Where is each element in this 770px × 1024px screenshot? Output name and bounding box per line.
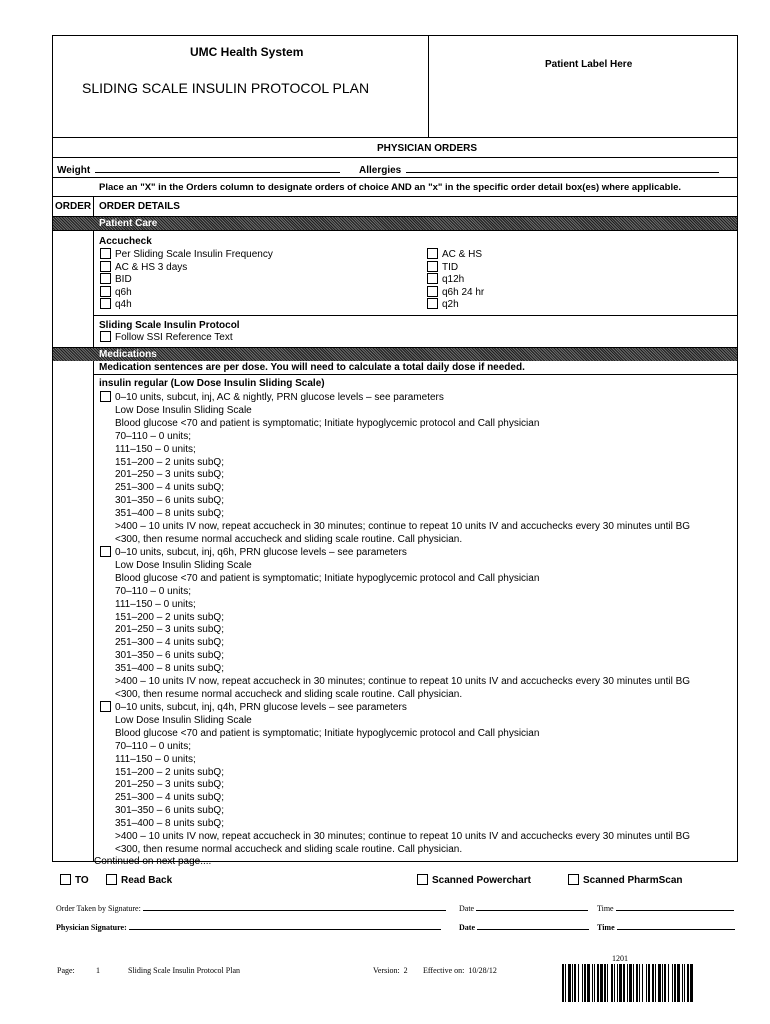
read-back-label: Read Back: [121, 875, 173, 886]
insulin-order-checkbox[interactable]: [100, 701, 111, 712]
accucheck-option-right[interactable]: [427, 273, 464, 286]
insulin-order-checkbox[interactable]: [100, 391, 111, 402]
drug-title: insulin regular (Low Dose Insulin Sliding Scale): [99, 378, 325, 389]
accucheck-checkbox[interactable]: [100, 248, 111, 259]
barcode-bar: [597, 964, 599, 1002]
ssi-title: Sliding Scale Insulin Protocol: [99, 320, 240, 331]
scanned-pharmscan-checkbox[interactable]: [568, 874, 579, 885]
scanned-powerchart-option[interactable]: [417, 874, 531, 887]
barcode-bar: [614, 964, 615, 1002]
medications-band: [53, 348, 737, 361]
to-option[interactable]: [60, 874, 89, 887]
barcode-bar: [655, 964, 656, 1002]
accucheck-option-label: q6h: [115, 286, 132, 298]
barcode-bar: [674, 964, 676, 1002]
order-taken-label: Order Taken by Signature:: [56, 904, 141, 913]
scanned-pharmscan-label: Scanned PharmScan: [583, 875, 683, 886]
accucheck-option-label: q12h: [442, 274, 465, 285]
order-detail-line: 351–400 – 8 units subQ;: [115, 818, 224, 830]
accucheck-option-left[interactable]: [100, 298, 132, 311]
order-detail-line: 151–200 – 2 units subQ;: [115, 766, 224, 778]
insulin-order-label: 0–10 units, subcut, inj, q6h, PRN glucose levels – see parameters: [115, 547, 407, 558]
order-detail-line: 351–400 – 8 units subQ;: [115, 663, 224, 675]
medications-heading: Medications: [99, 349, 157, 360]
barcode-bar: [568, 964, 571, 1002]
barcode-bar: [594, 964, 595, 1002]
accucheck-option-label: AC & HS 3 days: [115, 261, 188, 273]
instruction-text: Place an "X" in the Orders column to designate orders of choice AND an "x" in the specific order detail box(es) where applicable.: [99, 182, 682, 193]
barcode-bar: [572, 964, 573, 1002]
barcode-bar: [582, 964, 583, 1002]
order-detail-line: 301–350 – 6 units subQ;: [115, 805, 224, 817]
barcode-bar: [687, 964, 689, 1002]
physician-signature-row: [56, 922, 441, 932]
insulin-order-option[interactable]: [100, 701, 407, 714]
order-detail-line: <300, then resume normal accucheck and sliding scale routine. Call physician.: [115, 843, 463, 855]
accucheck-option-label: Per Sliding Scale Insulin Frequency: [115, 249, 273, 260]
weight-row: [57, 162, 340, 176]
order-detail-line: <300, then resume normal accucheck and sliding scale routine. Call physician.: [115, 688, 463, 700]
order-taken-date-field[interactable]: [476, 903, 588, 911]
order-details-header: ORDER DETAILS: [99, 201, 180, 212]
form-name: Sliding Scale Insulin Protocol Plan: [128, 966, 240, 975]
accucheck-option-left[interactable]: [100, 273, 132, 286]
to-checkbox[interactable]: [60, 874, 71, 885]
form-title: SLIDING SCALE INSULIN PROTOCOL PLAN: [82, 80, 370, 96]
patient-label: Patient Label Here: [545, 59, 633, 70]
insulin-order-option[interactable]: [100, 546, 407, 559]
accucheck-option-left[interactable]: [100, 248, 273, 261]
accucheck-option-left[interactable]: [100, 286, 132, 299]
patient-care-heading: Patient Care: [99, 218, 158, 229]
order-taken-row: [56, 903, 446, 913]
to-label: TO: [75, 875, 89, 886]
accucheck-checkbox[interactable]: [100, 273, 111, 284]
barcode-bar: [574, 964, 576, 1002]
barcode-bar: [627, 964, 628, 1002]
physician-date-label: Date: [459, 923, 475, 932]
accucheck-option-left[interactable]: [100, 261, 187, 274]
order-detail-line: Low Dose Insulin Sliding Scale: [115, 714, 252, 726]
barcode-bar: [639, 964, 640, 1002]
accucheck-checkbox[interactable]: [100, 286, 111, 297]
physician-signature-field[interactable]: [129, 922, 441, 930]
order-taken-date-label: Date: [459, 904, 475, 913]
insulin-order-label: 0–10 units, subcut, inj, AC & nightly, PRN glucose levels – see parameters: [115, 392, 444, 403]
barcode-bar: [664, 964, 666, 1002]
accucheck-checkbox[interactable]: [427, 298, 438, 309]
barcode-bar: [662, 964, 663, 1002]
accucheck-option-right[interactable]: [427, 298, 459, 311]
barcode-bar: [604, 964, 606, 1002]
physician-time-label: Time: [597, 923, 615, 932]
system-name: UMC Health System: [190, 45, 304, 59]
ssi-option-label: Follow SSI Reference Text: [115, 332, 233, 343]
scanned-pharmscan-option[interactable]: [568, 874, 682, 887]
accucheck-checkbox[interactable]: [427, 286, 438, 297]
barcode-bar: [642, 964, 643, 1002]
order-detail-line: Blood glucose <70 and patient is symptomatic; Initiate hypoglycemic protocol and Call physician: [115, 572, 540, 584]
accucheck-checkbox[interactable]: [427, 273, 438, 284]
accucheck-option-label: TID: [442, 261, 459, 273]
order-taken-time-label: Time: [597, 904, 614, 913]
version-text: Version: 2: [373, 966, 408, 975]
order-detail-line: >400 – 10 units IV now, repeat accucheck in 30 minutes; continue to repeat 10 units IV and accuchecks every 30 minutes until BG: [115, 831, 691, 842]
barcode-bar: [677, 964, 680, 1002]
order-detail-line: 70–110 – 0 units;: [115, 585, 191, 597]
barcode-bar: [629, 964, 632, 1002]
ssi-option[interactable]: [100, 331, 233, 344]
order-detail-line: 201–250 – 3 units subQ;: [115, 624, 224, 636]
physician-date-field[interactable]: [477, 922, 589, 930]
insulin-order-label: 0–10 units, subcut, inj, q4h, PRN glucose levels – see parameters: [115, 702, 407, 713]
order-detail-line: 111–150 – 0 units;: [115, 443, 196, 455]
medication-note: Medication sentences are per dose. You will need to calculate a total daily dose if needed.: [99, 362, 525, 373]
order-taken-signature-field[interactable]: [143, 903, 446, 911]
order-detail-line: 351–400 – 8 units subQ;: [115, 508, 224, 520]
order-detail-line: >400 – 10 units IV now, repeat accucheck in 30 minutes; continue to repeat 10 units IV and accuchecks every 30 minutes until BG: [115, 676, 691, 687]
barcode-icon: [560, 964, 696, 1002]
barcode-bar: [611, 964, 613, 1002]
insulin-order-option[interactable]: [100, 391, 444, 404]
order-detail-line: 111–150 – 0 units;: [115, 598, 196, 610]
barcode-bar: [684, 964, 685, 1002]
order-detail-line: Low Dose Insulin Sliding Scale: [115, 559, 252, 571]
barcode-bar: [636, 964, 638, 1002]
page-number: 1: [96, 966, 100, 975]
barcode-bar: [648, 964, 650, 1002]
barcode-bar: [623, 964, 625, 1002]
effective-date: Effective on: 10/28/12: [423, 966, 497, 975]
barcode-bar: [658, 964, 661, 1002]
barcode-bar: [682, 964, 683, 1002]
order-detail-line: 301–350 – 6 units subQ;: [115, 495, 224, 507]
barcode-bar: [668, 964, 669, 1002]
form-code: 1201: [612, 954, 628, 963]
barcode-bar: [565, 964, 566, 1002]
order-detail-line: Blood glucose <70 and patient is symptomatic; Initiate hypoglycemic protocol and Call physician: [115, 727, 540, 739]
ssi-checkbox[interactable]: [100, 331, 111, 342]
accucheck-checkbox[interactable]: [100, 261, 111, 272]
barcode-bar: [607, 964, 608, 1002]
barcode-bar: [562, 964, 564, 1002]
allergies-label: Allergies: [359, 165, 402, 176]
barcode-bar: [584, 964, 586, 1002]
accucheck-option-label: q2h: [442, 299, 459, 310]
barcode-bar: [592, 964, 593, 1002]
order-detail-line: Low Dose Insulin Sliding Scale: [115, 404, 252, 416]
physician-time-field[interactable]: [617, 922, 735, 930]
physician-orders-heading: PHYSICIAN ORDERS: [377, 143, 478, 154]
barcode-bar: [652, 964, 654, 1002]
read-back-option[interactable]: [106, 874, 172, 887]
order-taken-date-row: [459, 903, 588, 913]
physician-date-row: [459, 922, 589, 932]
order-detail-line: 201–250 – 3 units subQ;: [115, 469, 224, 481]
order-detail-line: 301–350 – 6 units subQ;: [115, 650, 224, 662]
order-detail-line: 151–200 – 2 units subQ;: [115, 611, 224, 623]
accucheck-checkbox[interactable]: [427, 248, 438, 259]
barcode-bar: [617, 964, 618, 1002]
order-detail-line: 201–250 – 3 units subQ;: [115, 779, 224, 791]
order-detail-line: <300, then resume normal accucheck and sliding scale routine. Call physician.: [115, 533, 463, 545]
accucheck-option-right[interactable]: [427, 248, 482, 261]
insulin-order-checkbox[interactable]: [100, 546, 111, 557]
scanned-powerchart-label: Scanned Powerchart: [432, 875, 531, 886]
page-label: Page:: [57, 966, 75, 975]
physician-time-row: [597, 922, 735, 932]
order-detail-line: Blood glucose <70 and patient is symptomatic; Initiate hypoglycemic protocol and Call physician: [115, 417, 540, 429]
scanned-powerchart-checkbox[interactable]: [417, 874, 428, 885]
order-taken-time-field[interactable]: [616, 903, 734, 911]
barcode-bar: [578, 964, 579, 1002]
order-detail-line: 70–110 – 0 units;: [115, 430, 191, 442]
accucheck-option-right[interactable]: [427, 286, 484, 299]
barcode-bar: [690, 964, 693, 1002]
barcode-bar: [672, 964, 673, 1002]
accucheck-checkbox[interactable]: [427, 261, 438, 272]
weight-field[interactable]: [95, 162, 340, 173]
order-detail-line: 151–200 – 2 units subQ;: [115, 456, 224, 468]
order-taken-time-row: [597, 903, 734, 913]
allergies-row: [359, 162, 719, 176]
barcode-bar: [587, 964, 590, 1002]
accucheck-option-label: q4h: [115, 299, 132, 310]
allergies-field[interactable]: [406, 162, 719, 173]
barcode-bar: [646, 964, 647, 1002]
accucheck-option-right[interactable]: [427, 261, 458, 274]
order-detail-line: 251–300 – 4 units subQ;: [115, 482, 224, 494]
order-detail-line: 251–300 – 4 units subQ;: [115, 792, 224, 804]
weight-label: Weight: [57, 165, 91, 176]
barcode-bar: [633, 964, 634, 1002]
accucheck-option-label: BID: [115, 274, 132, 285]
order-detail-line: 251–300 – 4 units subQ;: [115, 637, 224, 649]
accucheck-checkbox[interactable]: [100, 298, 111, 309]
physician-signature-label: Physician Signature:: [56, 923, 127, 932]
order-column-header: ORDER: [55, 201, 92, 212]
barcode-bar: [600, 964, 603, 1002]
barcode-bar: [619, 964, 622, 1002]
accucheck-option-label: AC & HS: [442, 249, 483, 260]
order-detail-line: >400 – 10 units IV now, repeat accucheck in 30 minutes; continue to repeat 10 units IV and accuchecks every 30 minutes until BG: [115, 521, 691, 532]
order-detail-line: 70–110 – 0 units;: [115, 740, 191, 752]
order-detail-line: 111–150 – 0 units;: [115, 753, 196, 765]
accucheck-title: Accucheck: [99, 236, 152, 247]
read-back-checkbox[interactable]: [106, 874, 117, 885]
accucheck-option-label: q6h 24 hr: [442, 286, 485, 298]
patient-care-band: [53, 217, 737, 230]
